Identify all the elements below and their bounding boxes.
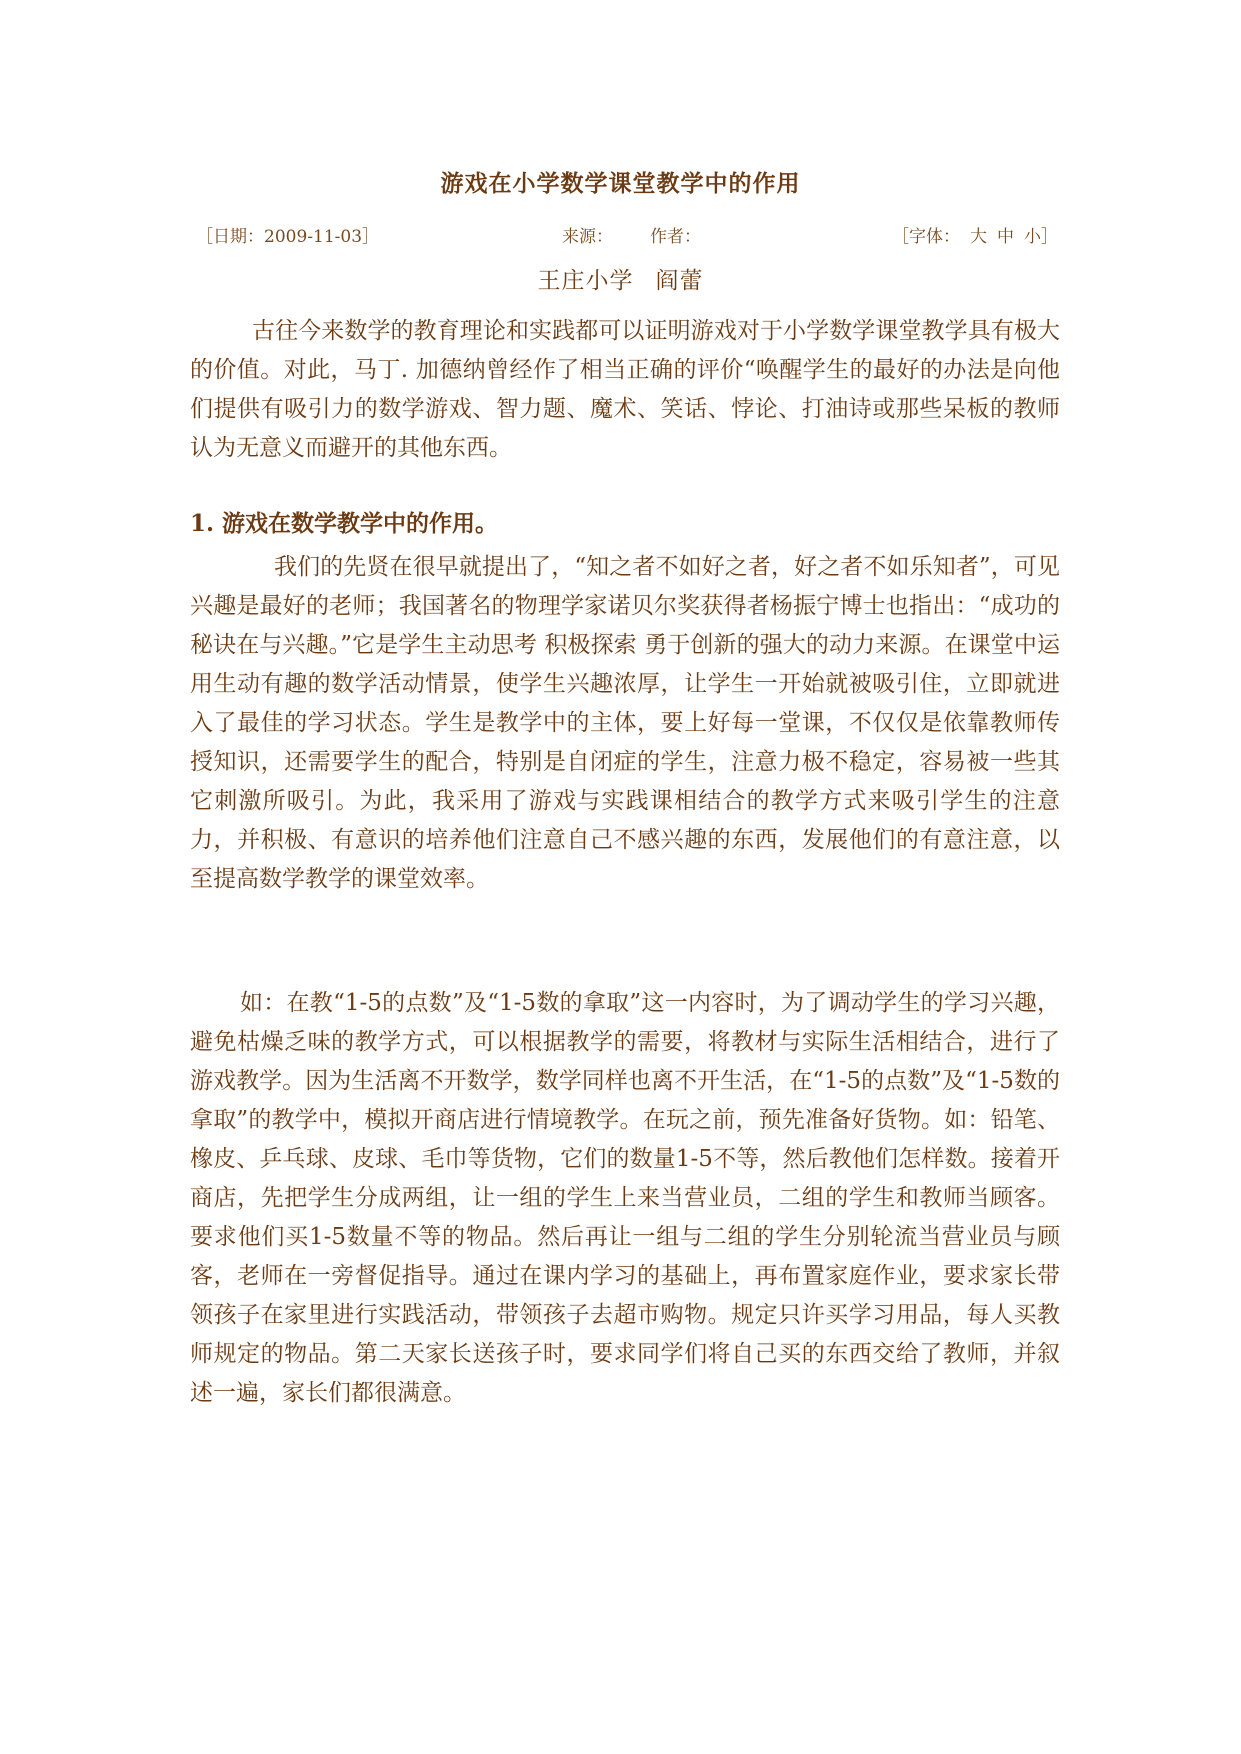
font-size-label: ［字体： [892,227,960,247]
section-heading: 1. 游戏在数学教学中的作用。 [190,510,499,537]
source-label: 来源： [562,227,613,247]
body-paragraph-interest: 我们的先贤在很早就提出了，“知之者不如好之者，好之者不如乐知者”，可见兴趣是最好的老师；我国著名的物理学家诺贝尔奖获得者杨振宁博士也指出：“成功的秘诀在与兴趣。”它是学生主动思考 积极探索 勇于创新的强大的动力来源。在课堂中运用生动有趣的数学活动情景，使学生兴趣浓厚，让学生一开始就被吸引住，立即就进入了最佳的学习状态。学生是教学中的主体，要上好每一堂课，不仅仅是依靠教师传授知识，还需要学生的配合，特别是自闭症的学生，注意力极不稳定，容易被一些其它刺激所吸引。为此，我采用了游戏与实践课相结合的教学方式来吸引学生的注意力，并积极、有意识的培养他们注意自己不感兴趣的东西，发展他们的有意注意，以至提高数学教学的课堂效率。 [190,554,1060,892]
author-name: 阎蕾 [655,268,704,294]
font-size-selector [888,222,1058,247]
intro-paragraph: 古往今来数学的教育理论和实践都可以证明游戏对于小学数学课堂教学具有极大的价值。对此，马丁. 加德纳曾经作了相当正确的评价“唤醒学生的最好的办法是向他们提供有吸引力的数学游戏、智力题、魔术、笑话、悖论、打油诗或那些呆板的教师认为无意义而避开的其他东西。 [190,318,1060,461]
font-size-small-link[interactable]: 小］ [1024,227,1058,247]
font-size-large-link[interactable]: 大 [970,227,987,247]
page-title: 游戏在小学数学课堂教学中的作用 [440,170,801,198]
byline [0,262,1241,295]
publish-date: ［日期：2009-11-03］ [196,227,380,247]
font-size-medium-link[interactable]: 中 [997,227,1014,247]
school-name: 王庄小学 [537,268,634,294]
author-label: 作者： [650,227,701,247]
body-paragraph-example: 如：在教“1-5的点数”及“1-5数的拿取”这一内容时，为了调动学生的学习兴趣，避免枯燥乏味的教学方式，可以根据教学的需要，将教材与实际生活相结合，进行了游戏教学。因为生活离不开数学，数学同样也离不开生活，在“1-5的点数”及“1-5数的拿取”的教学中，模拟开商店进行情境教学。在玩之前，预先准备好货物。如：铅笔、橡皮、乒乓球、皮球、毛巾等货物，它们的数量1-5不等，然后教他们怎样数。接着开商店，先把学生分成两组，让一组的学生上来当营业员，二组的学生和教师当顾客。要求他们买1-5数量不等的物品。然后再让一组与二组的学生分别轮流当营业员与顾客，老师在一旁督促指导。通过在课内学习的基础上，再布置家庭作业，要求家长带领孩子在家里进行实践活动，带领孩子去超市购物。规定只许买学习用品，每人买教师规定的物品。第二天家长送孩子时，要求同学们将自己买的东西交给了教师，并叙述一遍，家长们都很满意。 [190,990,1060,1406]
